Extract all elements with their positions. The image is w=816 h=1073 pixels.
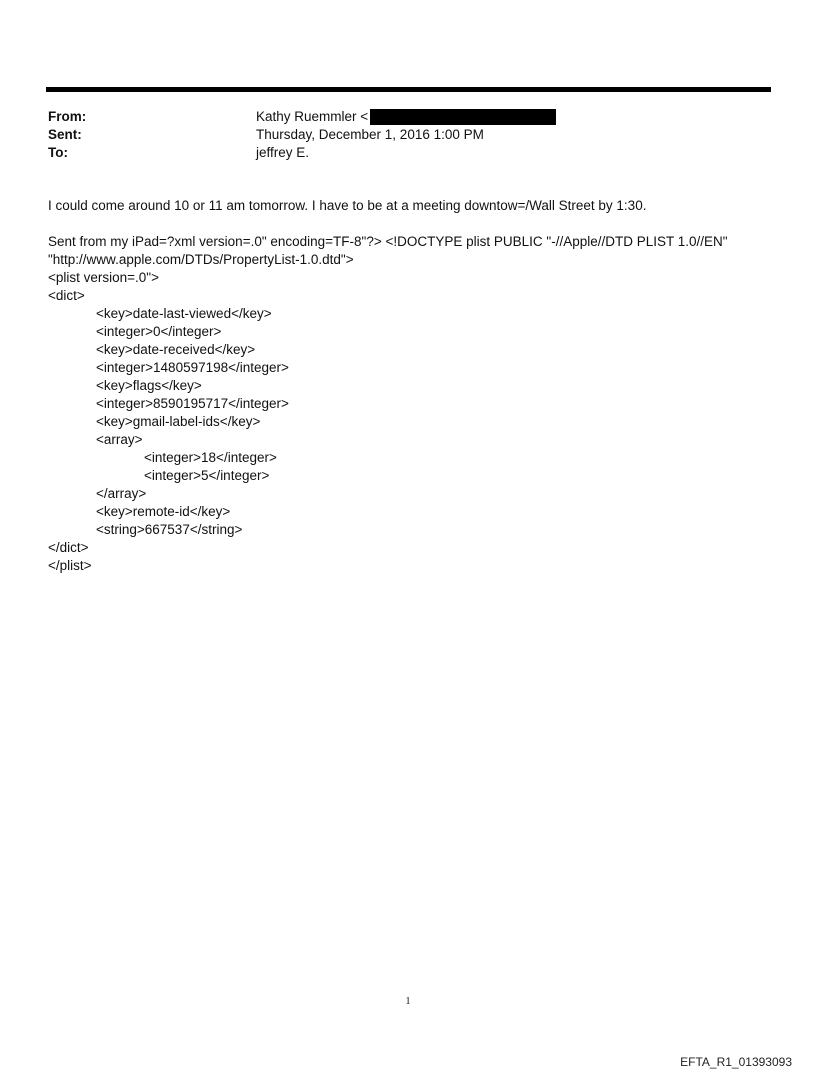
plist-line: <string>667537</string> — [96, 522, 243, 537]
from-label: From: — [48, 109, 87, 124]
header-rule — [46, 87, 771, 92]
plist-line: <key>flags</key> — [96, 378, 202, 393]
paragraph-gap — [48, 215, 778, 233]
plist-close-line: </plist> — [48, 558, 92, 573]
plist-line: </array> — [96, 486, 147, 501]
to-row — [48, 144, 768, 162]
plist-line: <key>date-received</key> — [96, 342, 256, 357]
plist-line: <integer>5</integer> — [144, 468, 270, 483]
from-name: Kathy Ruemmler < — [256, 109, 369, 124]
to-value: jeffrey E. — [256, 145, 310, 160]
sent-row — [48, 126, 768, 144]
plist-line: <key>gmail-label-ids</key> — [96, 414, 261, 429]
email-body — [48, 197, 778, 575]
doctype-url-line: "http://www.apple.com/DTDs/PropertyList-1.0.dtd"> — [48, 252, 354, 267]
bates-number: EFTA_R1_01393093 — [680, 1055, 792, 1069]
plist-line: <key>remote-id</key> — [96, 504, 231, 519]
plist-line: <integer>8590195717</integer> — [96, 396, 289, 411]
plist-line: <array> — [96, 432, 143, 447]
plist-open-line: <plist version=.0"> — [48, 270, 159, 285]
plist-line: <integer>0</integer> — [96, 324, 222, 339]
dict-open-line: <dict> — [48, 288, 85, 303]
redaction-block — [370, 109, 556, 125]
plist-line: <integer>1480597198</integer> — [96, 360, 289, 375]
sent-label: Sent: — [48, 127, 82, 142]
plist-line: <key>date-last-viewed</key> — [96, 306, 272, 321]
plist-line: <integer>18</integer> — [144, 450, 277, 465]
email-header — [48, 108, 768, 162]
sent-value: Thursday, December 1, 2016 1:00 PM — [256, 127, 484, 142]
from-row — [48, 108, 768, 126]
page-number: 1 — [405, 995, 411, 1007]
signature-line: Sent from my iPad=?xml version=.0" encoding=TF-8"?> <!DOCTYPE plist PUBLIC "-//Apple//DTD PLIST 1.0//EN" — [48, 234, 728, 249]
to-label: To: — [48, 145, 68, 160]
message-text: I could come around 10 or 11 am tomorrow. I have to be at a meeting downtow=/Wall Street by 1:30. — [48, 198, 647, 213]
dict-close-line: </dict> — [48, 540, 89, 555]
from-value — [256, 108, 556, 126]
